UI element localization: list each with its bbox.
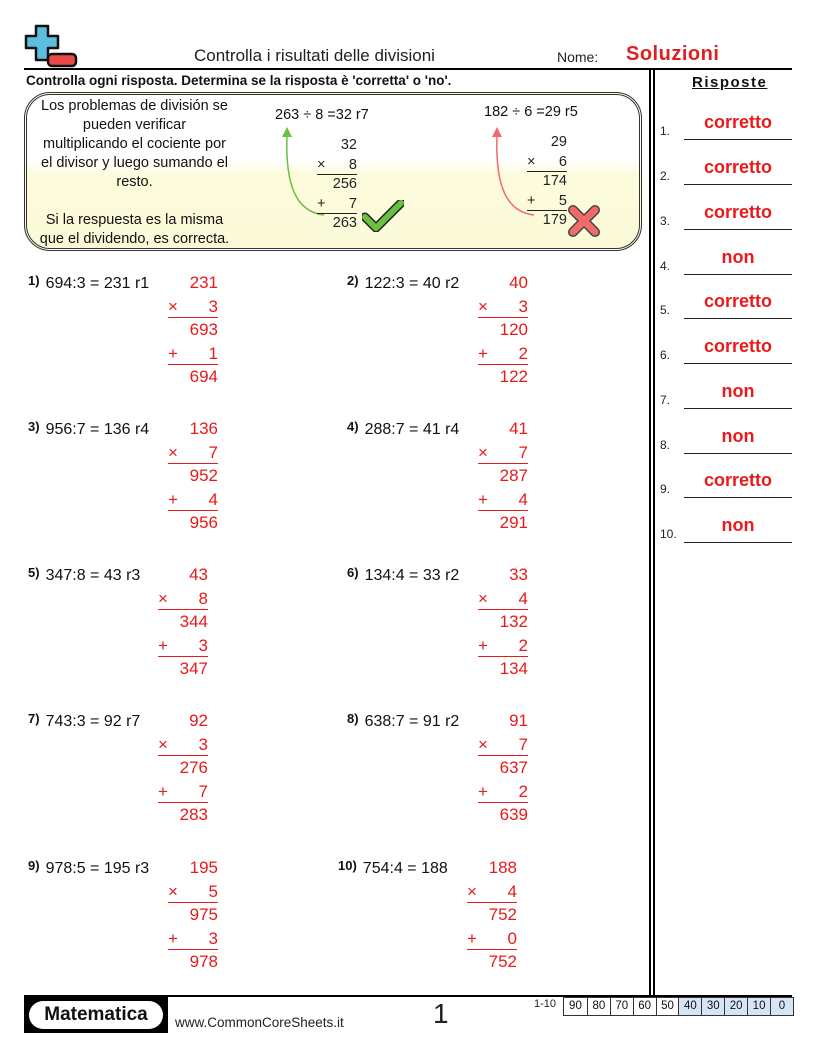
total: 956 <box>189 513 218 532</box>
problem-number: 7) <box>28 711 40 726</box>
score-table <box>563 997 794 1016</box>
times-sign: × <box>158 588 168 608</box>
divisor: 3 <box>518 296 528 316</box>
answer-value[interactable]: corretto <box>684 112 792 140</box>
problem-number: 2) <box>347 273 359 288</box>
score-cell: 80 <box>587 998 610 1015</box>
multiply-row <box>168 295 218 319</box>
total: 283 <box>179 805 208 824</box>
score-cell: 90 <box>569 1000 582 1012</box>
answer-8[interactable] <box>660 424 792 454</box>
remainder: 5 <box>558 192 567 209</box>
plus-sign: + <box>317 195 326 212</box>
remainder: 2 <box>518 343 528 363</box>
quotient: 91 <box>509 711 528 730</box>
answer-value[interactable]: corretto <box>684 336 792 364</box>
answer-value[interactable]: non <box>684 515 792 543</box>
remainder: 3 <box>198 635 208 655</box>
quotient: 29 <box>550 134 567 150</box>
name-label: Nome: <box>557 49 599 65</box>
plus-sign: + <box>158 635 168 655</box>
answer-value[interactable]: corretto <box>684 202 792 230</box>
problem-5 <box>28 565 140 585</box>
times-sign: × <box>168 881 178 901</box>
total: 291 <box>499 513 528 532</box>
quotient: 41 <box>509 419 528 438</box>
problem-9 <box>28 858 149 878</box>
plus-sign: + <box>467 928 477 948</box>
problem-8-check <box>478 709 528 827</box>
problem-2 <box>347 273 459 293</box>
header-divider <box>24 68 792 70</box>
explanation-line: pueden verificar <box>82 117 187 133</box>
quotient: 33 <box>509 565 528 584</box>
product: 256 <box>332 176 357 192</box>
plus-sign: + <box>478 781 488 801</box>
x-icon <box>568 205 600 237</box>
total: 347 <box>179 659 208 678</box>
example-explanation <box>27 97 242 249</box>
quotient: 43 <box>189 565 208 584</box>
add-row <box>168 927 218 951</box>
score-range-label: 1-10 <box>534 998 557 1010</box>
problem-5-check <box>158 563 208 681</box>
plus-minus-logo-icon <box>24 24 80 68</box>
answer-4[interactable] <box>660 245 792 275</box>
total: 134 <box>499 659 528 678</box>
problem-number: 1) <box>28 273 40 288</box>
product: 975 <box>189 905 218 924</box>
answer-1[interactable] <box>660 110 792 140</box>
divisor: 6 <box>558 153 567 170</box>
quotient: 32 <box>340 137 357 153</box>
divisor: 3 <box>198 734 208 754</box>
explanation-line: Los problemas de división se <box>41 98 228 114</box>
problem-number: 6) <box>347 565 359 580</box>
problem-equation: 694:3 = 231 r1 <box>45 275 150 292</box>
problem-3 <box>28 419 149 439</box>
answer-9[interactable] <box>660 468 792 498</box>
product: 344 <box>179 612 208 631</box>
explanation-line: multiplicando el cociente por <box>43 136 226 152</box>
total: 978 <box>189 952 218 971</box>
times-sign: × <box>478 588 488 608</box>
multiply-row <box>478 295 528 319</box>
problem-equation: 347:8 = 43 r3 <box>45 567 141 584</box>
add-row <box>168 342 218 366</box>
score-cell: 10 <box>747 998 770 1015</box>
product: 637 <box>499 758 528 777</box>
remainder: 1 <box>208 343 218 363</box>
add-row <box>467 927 517 951</box>
check-icon <box>362 200 404 232</box>
remainder: 3 <box>208 928 218 948</box>
worksheet-title: Controlla i risultati delle divisioni <box>194 46 435 65</box>
plus-sign: + <box>168 489 178 509</box>
example-correct-work <box>317 136 357 234</box>
score-cell: 50 <box>656 998 679 1015</box>
divisor: 5 <box>208 881 218 901</box>
problem-number: 5) <box>28 565 40 580</box>
product: 132 <box>499 612 528 631</box>
answer-column-divider <box>649 70 651 996</box>
problem-7-check <box>158 709 208 827</box>
example-correct-equation: 263 ÷ 8 =32 r7 <box>275 107 369 123</box>
explanation-line: que el dividendo, es correcta. <box>39 231 230 247</box>
product: 276 <box>179 758 208 777</box>
divisor: 8 <box>348 156 357 173</box>
add-row <box>158 780 208 804</box>
divisor: 4 <box>507 881 517 901</box>
problem-2-check <box>478 271 528 389</box>
problem-7 <box>28 711 140 731</box>
multiply-row <box>158 587 208 611</box>
answer-5[interactable] <box>660 289 792 319</box>
times-sign: × <box>168 442 178 462</box>
explanation-line: resto. <box>116 174 153 190</box>
plus-sign: + <box>478 343 488 363</box>
quotient: 136 <box>189 419 218 438</box>
divisor: 7 <box>518 442 528 462</box>
multiply-row <box>478 733 528 757</box>
problem-number: 10) <box>338 858 357 873</box>
answer-number: 7. <box>660 393 671 407</box>
quotient: 195 <box>189 858 218 877</box>
problem-number: 4) <box>347 419 359 434</box>
add-row <box>317 195 357 215</box>
example-wrong-equation: 182 ÷ 6 =29 r5 <box>484 104 578 120</box>
divisor: 3 <box>208 296 218 316</box>
name-value: Soluzioni <box>626 43 720 65</box>
plus-sign: + <box>478 635 488 655</box>
times-sign: × <box>478 734 488 754</box>
score-cell: 30 <box>701 998 724 1015</box>
plus-sign: + <box>168 928 178 948</box>
times-sign: × <box>527 153 536 170</box>
score-cell: 70 <box>610 998 633 1015</box>
remainder: 4 <box>518 489 528 509</box>
problem-3-check <box>168 417 218 535</box>
problem-equation: 134:4 = 33 r2 <box>364 567 460 584</box>
problem-1 <box>28 273 149 293</box>
product: 120 <box>499 320 528 339</box>
remainder: 7 <box>198 781 208 801</box>
problem-8 <box>347 711 459 731</box>
add-row <box>478 634 528 658</box>
answer-7[interactable] <box>660 379 792 409</box>
total: 752 <box>488 952 517 971</box>
times-sign: × <box>478 296 488 316</box>
answer-number: 5. <box>660 303 671 317</box>
remainder: 7 <box>348 195 357 212</box>
answer-value[interactable]: corretto <box>684 470 792 498</box>
problem-equation: 978:5 = 195 r3 <box>45 860 150 877</box>
multiply-row <box>467 880 517 904</box>
add-row <box>478 488 528 512</box>
answer-value[interactable]: non <box>684 247 792 275</box>
problem-4 <box>347 419 459 439</box>
answer-number: 1. <box>660 124 671 138</box>
subject-label: Matematica <box>29 1001 163 1029</box>
total: 694 <box>189 367 218 386</box>
product: 693 <box>189 320 218 339</box>
problem-6 <box>347 565 459 585</box>
score-cell: 60 <box>633 998 656 1015</box>
problem-10-check <box>467 856 517 974</box>
product: 952 <box>189 466 218 485</box>
product: 287 <box>499 466 528 485</box>
answer-number: 3. <box>660 214 671 228</box>
times-sign: × <box>317 156 326 173</box>
multiply-row <box>168 441 218 465</box>
plus-sign: + <box>168 343 178 363</box>
problem-10 <box>338 858 448 878</box>
quotient: 92 <box>189 711 208 730</box>
multiply-row <box>317 156 357 176</box>
problem-1-check <box>168 271 218 389</box>
problem-equation: 288:7 = 41 r4 <box>364 421 460 438</box>
subject-badge <box>24 997 168 1033</box>
times-sign: × <box>168 296 178 316</box>
problem-4-check <box>478 417 528 535</box>
quotient: 40 <box>509 273 528 292</box>
problem-equation: 754:4 = 188 <box>362 860 448 877</box>
plus-sign: + <box>527 192 536 209</box>
answer-number: 8. <box>660 438 671 452</box>
explanation-line: el divisor y luego sumando el <box>41 155 228 171</box>
remainder: 0 <box>507 928 517 948</box>
times-sign: × <box>478 442 488 462</box>
instructions: Controlla ogni risposta. Determina se la risposta è 'corretta' o 'no'. <box>26 73 452 88</box>
page-number: 1 <box>433 998 449 1029</box>
answer-10[interactable] <box>660 513 792 543</box>
divisor: 7 <box>208 442 218 462</box>
add-row <box>527 192 567 212</box>
explanation-spacer <box>27 192 242 211</box>
answer-2[interactable] <box>660 155 792 185</box>
answer-6[interactable] <box>660 334 792 364</box>
add-row <box>158 634 208 658</box>
total: 179 <box>542 212 567 228</box>
multiply-row <box>168 880 218 904</box>
answers-title: Risposte <box>692 74 768 91</box>
example-wrong-work <box>527 133 567 231</box>
problem-number: 3) <box>28 419 40 434</box>
multiply-row <box>478 441 528 465</box>
plus-sign: + <box>158 781 168 801</box>
multiply-row <box>158 733 208 757</box>
score-cell: 0 <box>770 998 793 1015</box>
answer-value[interactable]: corretto <box>684 157 792 185</box>
answer-value[interactable]: non <box>684 426 792 454</box>
multiply-row <box>478 587 528 611</box>
total: 639 <box>499 805 528 824</box>
problem-9-check <box>168 856 218 974</box>
answer-number: 2. <box>660 169 671 183</box>
divisor: 8 <box>198 588 208 608</box>
quotient: 231 <box>189 273 218 292</box>
remainder: 2 <box>518 635 528 655</box>
example-box <box>24 92 642 251</box>
answer-3[interactable] <box>660 200 792 230</box>
problem-number: 8) <box>347 711 359 726</box>
total: 122 <box>499 367 528 386</box>
answer-value[interactable]: non <box>684 381 792 409</box>
divisor: 4 <box>518 588 528 608</box>
score-cell: 20 <box>724 998 747 1015</box>
answer-number: 6. <box>660 348 671 362</box>
times-sign: × <box>158 734 168 754</box>
plus-sign: + <box>478 489 488 509</box>
answer-column-divider-2 <box>653 70 655 996</box>
product: 752 <box>488 905 517 924</box>
times-sign: × <box>467 881 477 901</box>
problem-number: 9) <box>28 858 40 873</box>
answer-number: 10. <box>660 527 677 541</box>
answer-value[interactable]: corretto <box>684 291 792 319</box>
explanation-line: Si la respuesta es la misma <box>45 212 224 228</box>
product: 174 <box>542 173 567 189</box>
problem-6-check <box>478 563 528 681</box>
add-row <box>168 488 218 512</box>
problem-equation: 638:7 = 91 r2 <box>364 713 460 730</box>
add-row <box>478 342 528 366</box>
answer-number: 4. <box>660 259 671 273</box>
total: 263 <box>332 215 357 231</box>
problem-equation: 956:7 = 136 r4 <box>45 421 150 438</box>
multiply-row <box>527 153 567 173</box>
score-cell: 40 <box>678 998 701 1015</box>
site-url[interactable]: www.CommonCoreSheets.it <box>175 1015 344 1030</box>
answer-number: 9. <box>660 482 671 496</box>
problem-equation: 122:3 = 40 r2 <box>364 275 460 292</box>
remainder: 4 <box>208 489 218 509</box>
problem-equation: 743:3 = 92 r7 <box>45 713 141 730</box>
add-row <box>478 780 528 804</box>
quotient: 188 <box>488 858 517 877</box>
divisor: 7 <box>518 734 528 754</box>
remainder: 2 <box>518 781 528 801</box>
